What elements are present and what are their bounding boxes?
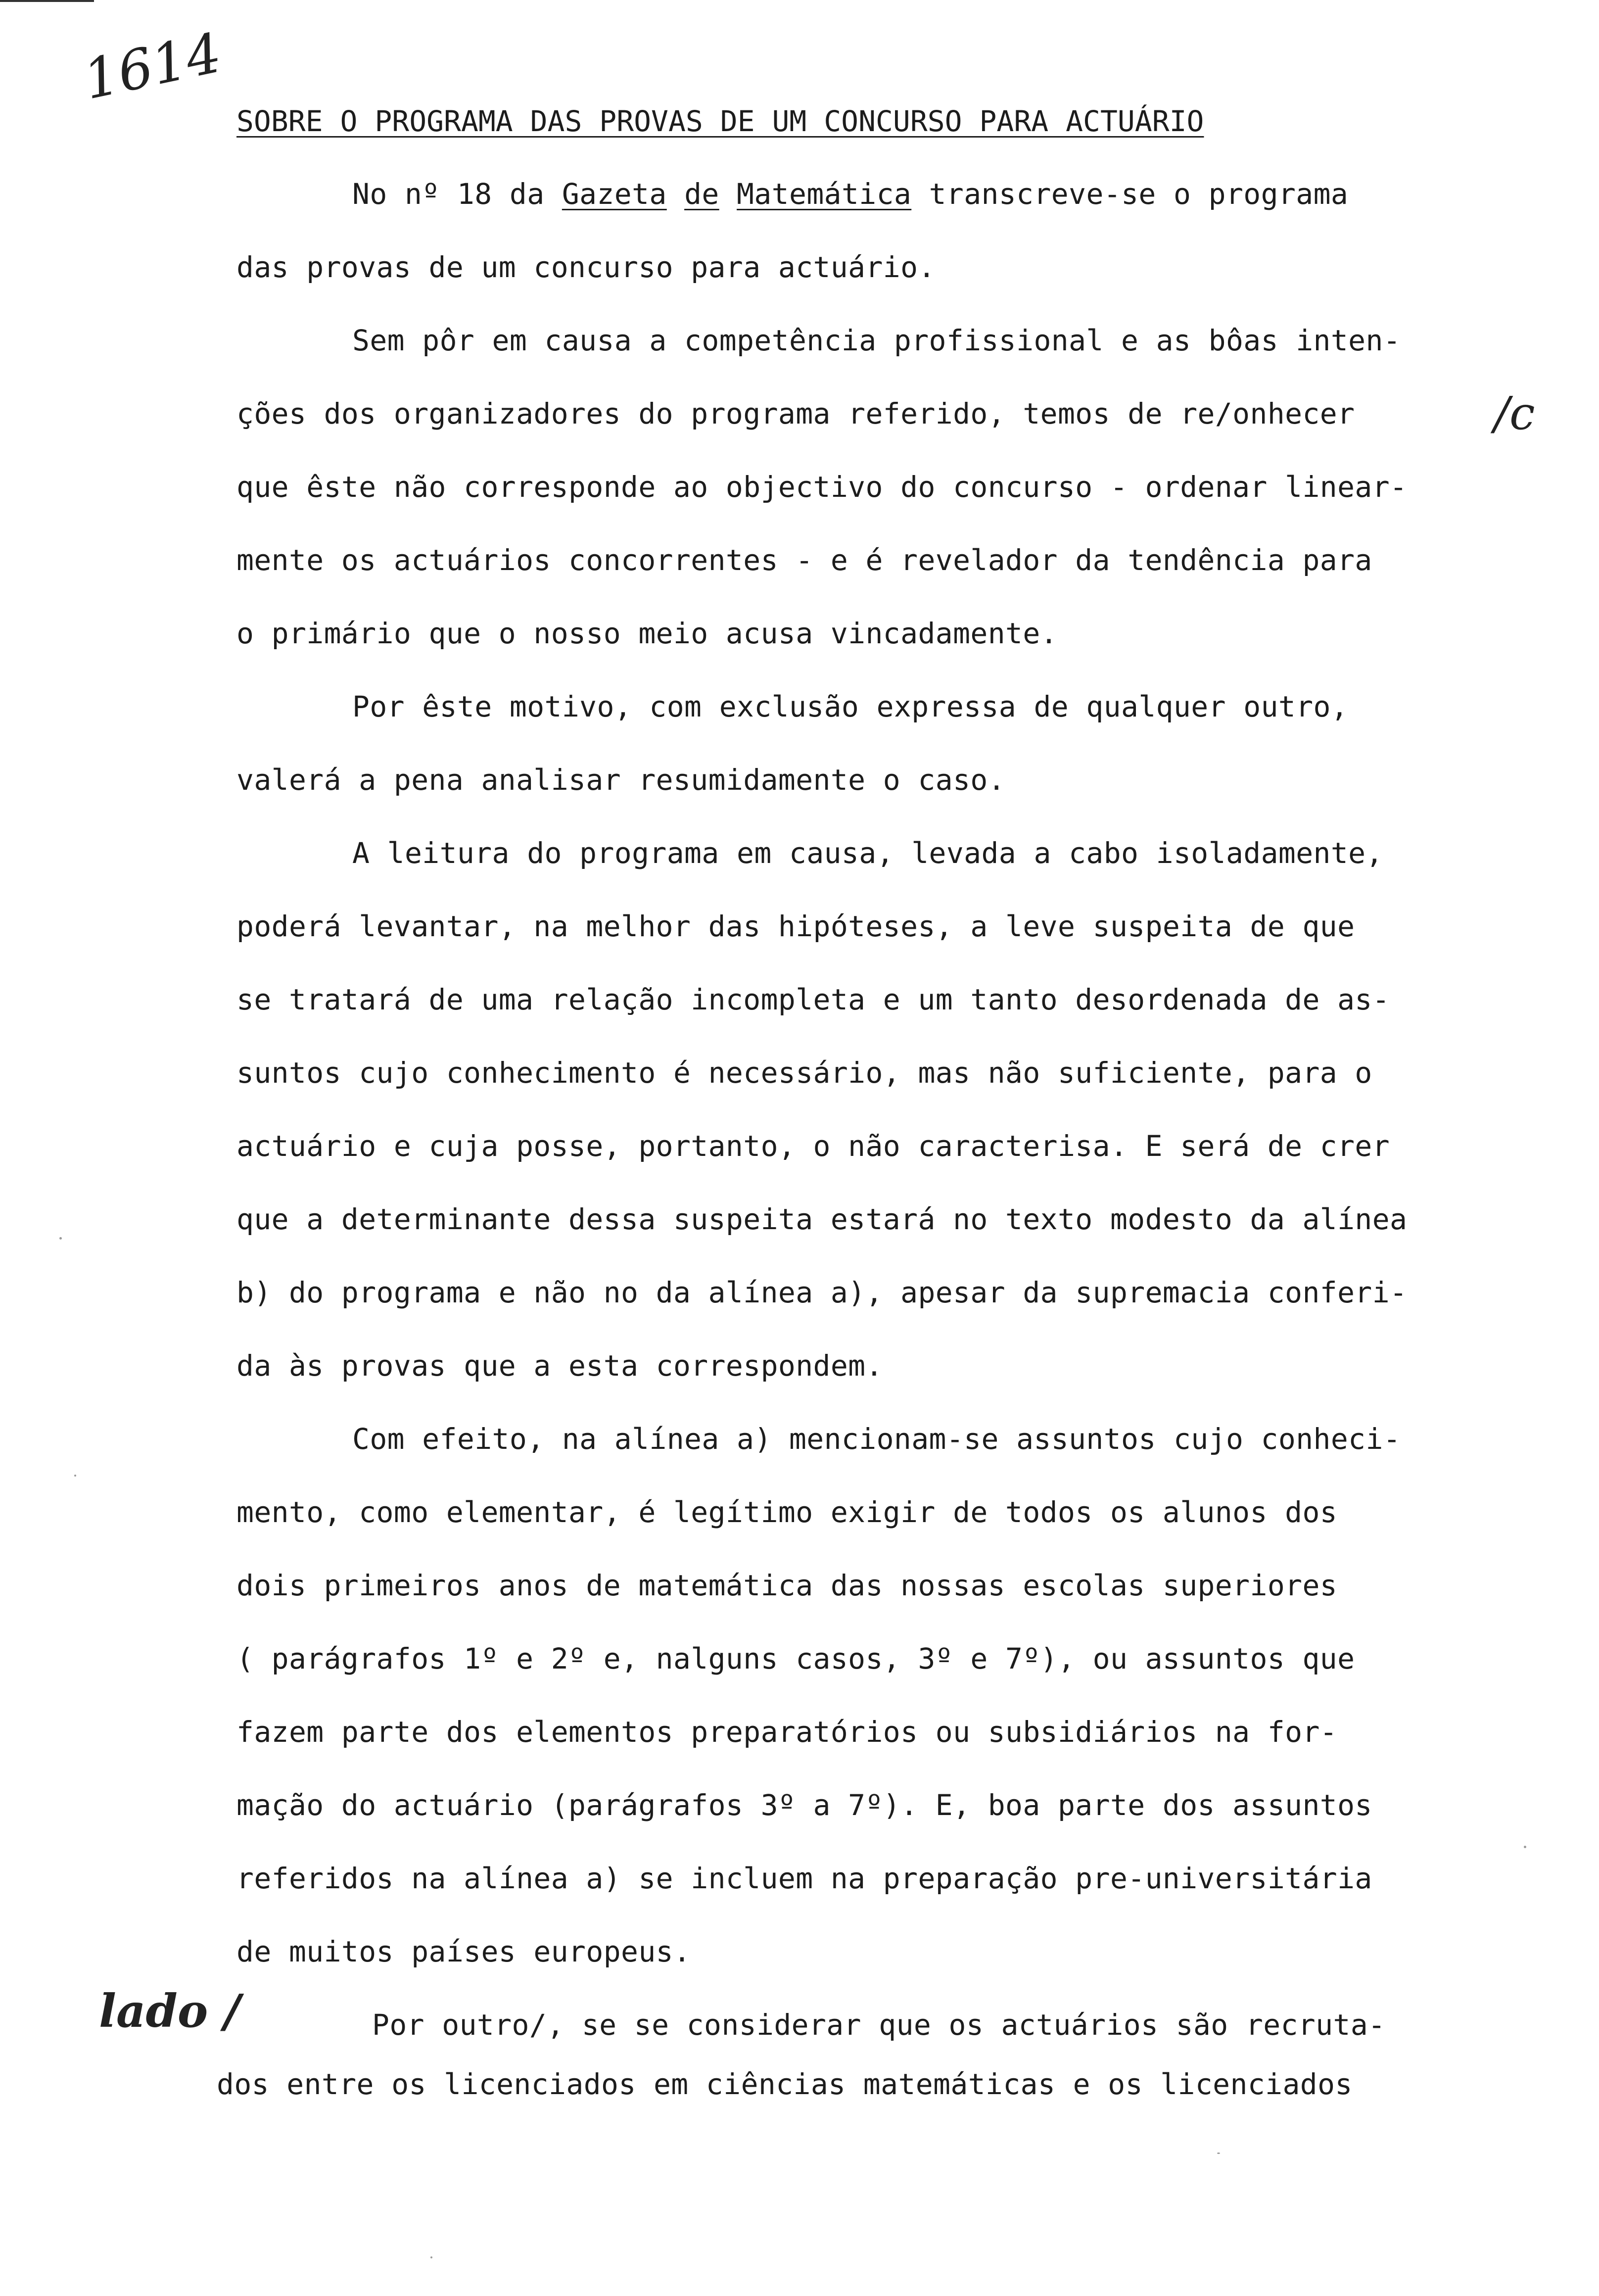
body-line: das provas de um concurso para actuário. bbox=[236, 250, 936, 284]
underlined-word-de: de bbox=[684, 177, 719, 211]
body-line: dois primeiros anos de matemática das nossas escolas superiores bbox=[236, 1569, 1338, 1602]
body-line: que êste não corresponde ao objectivo do concurso - ordenar linear- bbox=[236, 470, 1408, 504]
line-text: No nº 18 da bbox=[352, 177, 562, 211]
line-text: transcreve-se o programa bbox=[911, 177, 1349, 211]
scan-speck bbox=[1217, 2152, 1220, 2154]
body-line: que a determinante dessa suspeita estará no texto modesto da alínea bbox=[236, 1202, 1408, 1236]
body-line: Por outro/, se se considerar que os actuários são recruta- bbox=[372, 2008, 1386, 2042]
body-line: Sem pôr em causa a competência profissional e as bôas inten- bbox=[352, 324, 1401, 357]
body-line: mento, como elementar, é legítimo exigir de todos os alunos dos bbox=[236, 1495, 1338, 1529]
top-edge-rule bbox=[0, 0, 94, 2]
body-line: suntos cujo conhecimento é necessário, mas não suficiente, para o bbox=[236, 1056, 1372, 1090]
margin-note-correction: /c bbox=[1494, 387, 1535, 440]
scan-speck bbox=[430, 2256, 432, 2258]
body-line: mação do actuário (parágrafos 3º a 7º). E, boa parte dos assuntos bbox=[236, 1788, 1372, 1822]
scan-speck bbox=[59, 1237, 62, 1240]
body-line: se tratará de uma relação incompleta e um tanto desordenada de as- bbox=[236, 983, 1390, 1016]
body-line: dos entre os licenciados em ciências matemáticas e os licenciados bbox=[217, 2067, 1353, 2101]
document-title: SOBRE O PROGRAMA DAS PROVAS DE UM CONCURSO PARA ACTUÁRIO bbox=[236, 104, 1204, 138]
body-line: da às provas que a esta correspondem. bbox=[236, 1349, 883, 1383]
margin-note-lado: lado / bbox=[99, 1984, 240, 2038]
scan-speck bbox=[74, 1475, 76, 1477]
body-line: Com efeito, na alínea a) mencionam-se assuntos cujo conheci- bbox=[352, 1422, 1401, 1456]
underlined-word-matematica: Matemática bbox=[737, 177, 912, 211]
scan-speck bbox=[1524, 1846, 1526, 1848]
body-line: b) do programa e não no da alínea a), apesar da supremacia conferi- bbox=[236, 1276, 1408, 1309]
body-line: mente os actuários concorrentes - e é revelador da tendência para bbox=[236, 543, 1372, 577]
body-line: ( parágrafos 1º e 2º e, nalguns casos, 3º e 7º), ou assuntos que bbox=[236, 1642, 1355, 1675]
body-line: referidos na alínea a) se incluem na preparação pre-universitária bbox=[236, 1862, 1372, 1895]
handwritten-page-number: 1614 bbox=[78, 21, 227, 112]
body-line: actuário e cuja posse, portanto, o não caracterisa. E será de crer bbox=[236, 1129, 1390, 1163]
body-line: fazem parte dos elementos preparatórios ou subsidiários na for- bbox=[236, 1715, 1338, 1749]
body-line: o primário que o nosso meio acusa vincadamente. bbox=[236, 617, 1058, 650]
body-line: A leitura do programa em causa, levada a cabo isoladamente, bbox=[352, 836, 1383, 870]
body-line bbox=[352, 174, 1348, 214]
body-line: ções dos organizadores do programa referido, temos de re/onhecer bbox=[236, 397, 1355, 430]
body-line: valerá a pena analisar resumidamente o caso. bbox=[236, 763, 1006, 797]
body-line: Por êste motivo, com exclusão expressa de qualquer outro, bbox=[352, 690, 1349, 723]
body-line: poderá levantar, na melhor das hipóteses, a leve suspeita de que bbox=[236, 909, 1355, 943]
body-line: de muitos países europeus. bbox=[236, 1935, 691, 1968]
underlined-word-gazeta: Gazeta bbox=[562, 177, 667, 211]
